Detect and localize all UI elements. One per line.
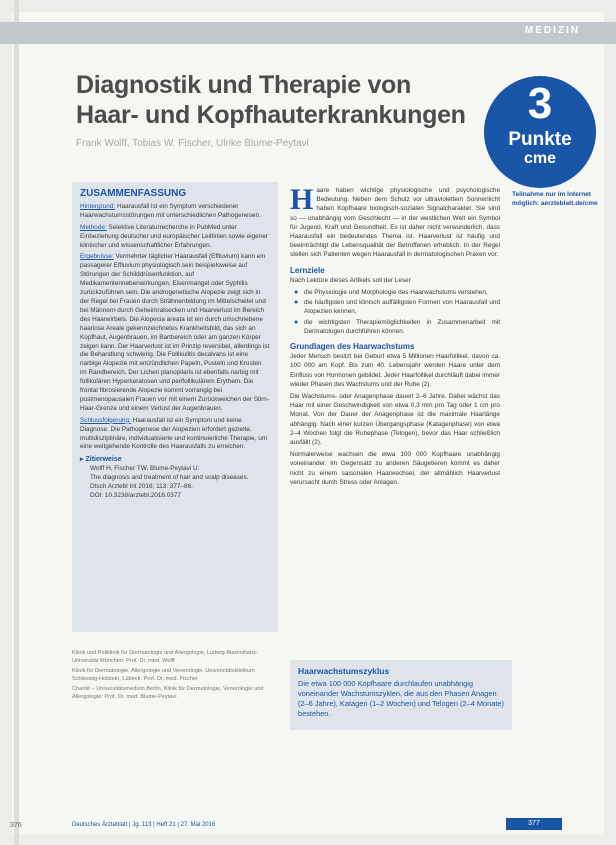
badge-cme: cme — [523, 150, 557, 167]
abstract-label: Methode: — [80, 223, 107, 231]
drop-cap: H — [290, 183, 314, 216]
citation-doi: DOI: 10.3238/arztebl.2016.0377 — [90, 492, 181, 499]
goal-text: die Physiologie und Morphologie des Haarwachstums verstehen, — [304, 289, 488, 297]
info-box — [290, 660, 512, 730]
info-box-title: Haarwachstumszyklus — [298, 666, 390, 676]
title-line-2: Haar- und Kopfhauterkrankungen — [76, 101, 466, 129]
abstract-method — [80, 224, 270, 251]
badge-number: 3 — [527, 79, 553, 128]
intro-paragraph — [290, 183, 500, 260]
citation-line: Wolff H, Fischer TW, Blume-Peytavi U: — [90, 465, 200, 473]
binding-stripe — [14, 0, 19, 845]
abstract-text: Haarausfall ist ein Symptom verschiedener Haarwachstumsstörungen mit unterschiedlichen Pathogenesen. — [80, 202, 261, 219]
goal-item — [290, 318, 500, 336]
abstract-results — [80, 253, 270, 413]
goal-item — [290, 298, 500, 316]
page-number-right: 377 — [506, 818, 562, 830]
basics-heading: Grundlagen des Haarwachstums — [290, 342, 415, 352]
page-number-left: 376 — [10, 822, 22, 829]
citation-line: Dtsch Arztebl Int 2016; 113: 377–86. — [90, 483, 193, 491]
abstract-conclusion — [80, 417, 270, 453]
bullet-icon: ● — [294, 318, 299, 326]
basics-paragraph: Jeder Mensch besitzt bei Geburt etwa 5 Millionen Haarfollikel, davon ca. 100 000 am Kopf. Bis zum 40. Lebensjahr werden Haare unter dem Einfluss von Hormonen gebildet. Jeder Haarfollikel durchläuft dabei immer wieder Phasen des Wachstums und der Ruhe (2). — [290, 353, 500, 388]
goal-text: die wichtigsten Therapiemöglichkeiten in Zusammenarbeit mit Dermatologen durchführen können. — [304, 318, 500, 335]
abstract-label: Hintergrund: — [80, 202, 116, 210]
abstract-label: Ergebnisse: — [80, 253, 114, 261]
journal-footer: Deutsches Ärzteblatt | Jg. 113 | Heft 21 | 27. Mai 2016 — [72, 822, 216, 828]
title-line-1: Diagnostik und Therapie von — [76, 71, 411, 99]
goals-intro: Nach Lektüre dieses Artikels soll der Leser — [290, 276, 411, 284]
citation-heading: ▸ Zitierweise — [80, 456, 122, 464]
abstract-label: Schlussfolgerung: — [80, 416, 131, 424]
goal-text: die häufigsten und klinisch auffälligsten Formen von Haarausfall und Alopezien kennen, — [304, 299, 500, 316]
citation-heading-text: Zitierweise — [85, 456, 122, 464]
basics-paragraph: Normalerweise wachsen die etwa 100 000 Kopfhaare unabhängig voneinander. Im Gegensatz zu anderen Säugetieren kommt es daher nicht zu einem saisonalen Haarwechsel, der allmählich Haarverlust verursacht durch Stress oder Anlagen. — [290, 451, 500, 486]
affiliation: Klinik für Dermatologie, Allergologie und Venerologie, Universitätsklinikum Schleswig-Holstein, Lübeck: Prof. Dr. med. Fischer — [72, 668, 255, 682]
abstract-background — [80, 203, 270, 221]
basics-paragraph: Die Wachstums- oder Anagenphase dauert 2–6 Jahre. Dabei wächst das Haar mit einer Geschwindigkeit von etwa 0,3 mm pro Tag oder 1 cm pro Monat. Von der Dauer der Anagenphase ist die maximale Haarlänge abhängig. Nach einer kurzen Übergangsphase (Katagenphase) von etwa 2–4 Wochen folgt die Ruhephase (Telogen), bevor das Haar schließlich ausfällt (2). — [290, 393, 500, 447]
participation-note: Teilnahme nur im Internet möglich: aerzteblatt.de/cme — [512, 191, 598, 207]
affiliation: Charité – Universitätsmedizin Berlin, Klinik für Dermatologie, Venerologie und Allergologie: Prof. Dr. med. Blume-Peytavi — [72, 686, 264, 700]
article-title — [76, 70, 496, 130]
badge-word: Punkte — [508, 129, 572, 150]
goal-item — [290, 288, 500, 297]
citation-body — [80, 465, 270, 501]
affiliation: Klinik und Poliklinik für Dermatologie und Allergologie, Ludwig-Maximilians-Universität München: Prof. Dr. med. Wolff — [72, 650, 258, 664]
goals-heading: Lernziele — [290, 265, 325, 275]
affiliations — [72, 650, 278, 705]
citation-line: The diagnosis and treatment of hair and scalp diseases. — [90, 474, 249, 482]
abstract-heading: ZUSAMMENFASSUNG — [80, 188, 187, 199]
abstract-text: Selektive Literaturrecherche in PubMed unter Einbeziehung deutscher und europäischer Leitlinien sowie eigener klinischer und wissenschaftlicher Erfahrungen. — [80, 223, 268, 249]
info-box-text: Die etwa 100 000 Kopfhaare durchlaufen unabhängig voneinander Wachstumszyklen, die aus den Phasen Anagen (2–6 Jahre), Katagen (1–2 Wochen) und Telogen (2–4 Monate) bestehen. — [298, 679, 504, 718]
bullet-icon: ● — [294, 299, 299, 307]
bullet-icon: ● — [294, 289, 299, 297]
intro-text: aare haben wichtige physiologische und psychologische Bedeutung. Neben dem Schutz vor ultraviolettem Sonnenlicht haben Kopfhaare biologisch-sozialen Signalcharakter. Sie sind so — unabhängig vom Geschlecht — in der westlichen Welt ein Symbol für Jugend, Kraft und Gesundheit. Es ist daher nicht verwunderlich, dass Haarausfall ein bedeutendes Thema ist. Haarverlust ist häufig und beeinträchtigt die Lebensqualität der Betroffenen erheblich. In der Regel stellen sich Patienten wegen Haarausfall in dermatologischen Praxen vor. — [290, 187, 500, 259]
cme-points-badge — [484, 76, 596, 188]
goals-list — [290, 288, 500, 336]
article-body — [290, 183, 500, 490]
abstract-text: Haarausfall ist ein Symptom und keine Diagnose. Die Pathogenese der Alopezien erfordert gezielte, multidisziplinäre, individualisierte und kontinuierliche Therapie, um eine weitgehende Kontrolle des Haarausfalls zu erreichen. — [80, 416, 268, 451]
section-label: MEDIZIN — [524, 25, 580, 36]
authors: Frank Wolff, Tobias W. Fischer, Ulrike Blume-Peytavi — [76, 138, 309, 149]
citation — [80, 456, 270, 501]
abstract-text: Vermehrter täglicher Haarausfall (Effluvium) kann ein passagerer Effluvium physiologisch sein beispielsweise auf Störungen der Schilddrüsenfunktion, auf Medikamentennebenwirkungen, Eisenmangel oder Syphilis zurückzuführen sein. Die androgenetische Alopezie zeigt sich in der Regel bei Frauen durch Strähnenbildung im Mittelscheitel und bei Männern durch Geheimratsecken und Haarverlust im Bereich des Haarwirbels. Die Alopecia areata ist ein durch umschriebene haarlose Areale gekennzeichnetes Krankheitsbild, das sich an Kopfhaut, Augenbrauen, im Bartbereich oder am ganzen Körper zeigen kann. Der Haarverlust ist im Prinzip reversibel, allerdings ist die Behandlung schwierig. Die Follikulitis decalvans ist eine narbige Alopezie mit entzündlichen Papeln, Pusteln und Krusten im Randbereich. Der Lichen planopilaris ist ebenfalls narbig mit follikulären Hyperkeratosen und perifollikulärem Erythem. Die frontal fibrosierende Alopezie kommt vorrangig bei postmenopausalen Frauen vor mit einem Zurückweichen der Stirn-Haar-Grenze und einem Verlust der Augenbrauen. — [80, 253, 270, 412]
abstract-box — [72, 182, 278, 632]
section-bar — [0, 22, 616, 44]
